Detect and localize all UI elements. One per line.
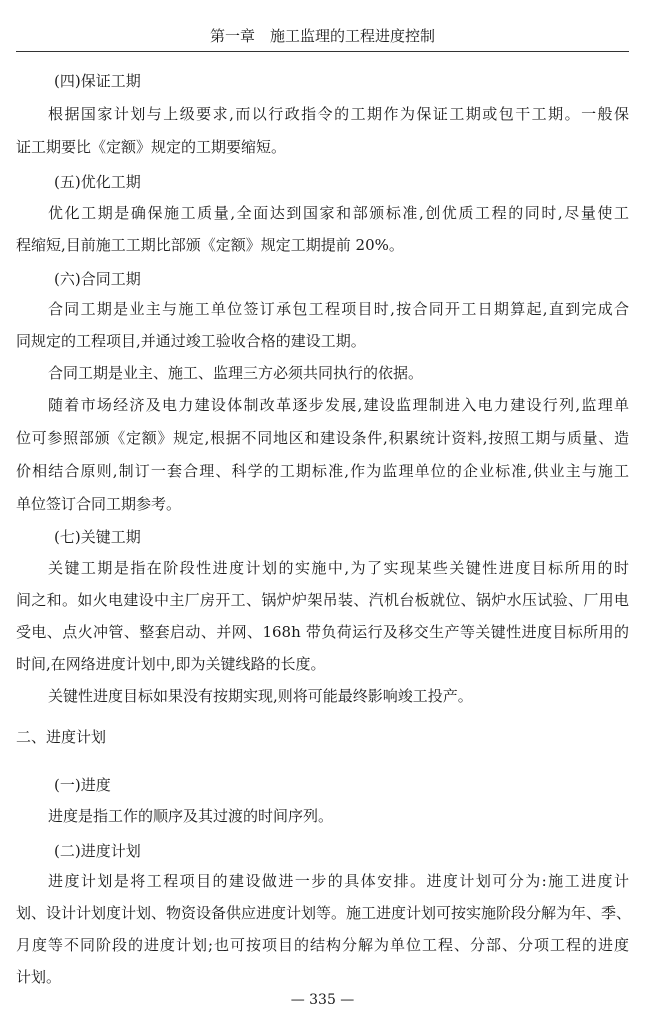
paragraph-line: 关键性进度目标如果没有按期实现,则将可能最终影响竣工投产。 bbox=[48, 687, 473, 705]
paragraph-line: 关键工期是指在阶段性进度计划的实施中,为了实现某些关键性进度目标所用的时 bbox=[48, 559, 629, 577]
page-number: — 335 — bbox=[290, 992, 355, 1008]
paragraph-line: 受电、点火冲管、整套启动、并网、168h 带负荷运行及移交生产等关键性进度目标所用的 bbox=[16, 623, 629, 641]
paragraph-line: 时间,在网络进度计划中,即为关键线路的长度。 bbox=[16, 655, 326, 673]
paragraph-line: 优化工期是确保施工质量,全面达到国家和部颁标准,创优质工程的同时,尽量使工 bbox=[48, 204, 629, 222]
paragraph-line: 随着市场经济及电力建设体制改革逐步发展,建设监理制进入电力建设行列,监理单 bbox=[48, 396, 629, 414]
paragraph-line: 合同工期是业主、施工、监理三方必须共同执行的依据。 bbox=[48, 364, 424, 382]
paragraph-line: 划、设计计划度计划、物资设备供应进度计划等。施工进度计划可按实施阶段分解为年、季、 bbox=[16, 904, 632, 922]
paragraph-line: 同规定的工程项目,并通过竣工验收合格的建设工期。 bbox=[16, 332, 366, 350]
section-heading: (一)进度 bbox=[54, 776, 111, 794]
paragraph-line: 进度计划是将工程项目的建设做进一步的具体安排。进度计划可分为:施工进度计 bbox=[48, 872, 629, 890]
section-heading: (七)关键工期 bbox=[54, 528, 141, 546]
paragraph-line: 进度是指工作的顺序及其过渡的时间序列。 bbox=[48, 807, 334, 825]
section-heading: (六)合同工期 bbox=[54, 270, 141, 288]
paragraph-line: 合同工期是业主与施工单位签订承包工程项目时,按合同开工日期算起,直到完成合 bbox=[48, 300, 629, 318]
paragraph-line: 根据国家计划与上级要求,而以行政指令的工期作为保证工期或包干工期。一般保 bbox=[48, 105, 629, 123]
chapter-section-heading: 二、进度计划 bbox=[16, 728, 107, 746]
paragraph-line: 计划。 bbox=[16, 968, 62, 986]
paragraph-line: 单位签订合同工期参考。 bbox=[16, 495, 182, 513]
section-heading: (四)保证工期 bbox=[54, 72, 141, 90]
paragraph-line: 证工期要比《定额》规定的工期要缩短。 bbox=[16, 138, 287, 156]
section-heading: (二)进度计划 bbox=[54, 842, 141, 860]
paragraph-line: 程缩短,目前施工工期比部颁《定额》规定工期提前 20%。 bbox=[16, 236, 404, 254]
paragraph-line: 位可参照部颁《定额》规定,根据不同地区和建设条件,积累统计资料,按照工期与质量、造 bbox=[16, 429, 629, 447]
paragraph-line: 价相结合原则,制订一套合理、科学的工期标准,作为监理单位的企业标准,供业主与施工 bbox=[16, 462, 629, 480]
chapter-title: 第一章 施工监理的工程进度控制 bbox=[209, 27, 435, 45]
section-heading: (五)优化工期 bbox=[54, 173, 141, 191]
paragraph-line: 间之和。如火电建设中主厂房开工、锅炉炉架吊装、汽机台板就位、锅炉水压试验、厂用电 bbox=[16, 591, 629, 609]
running-header bbox=[16, 23, 629, 52]
paragraph-line: 月度等不同阶段的进度计划;也可按项目的结构分解为单位工程、分部、分项工程的进度 bbox=[16, 936, 629, 954]
